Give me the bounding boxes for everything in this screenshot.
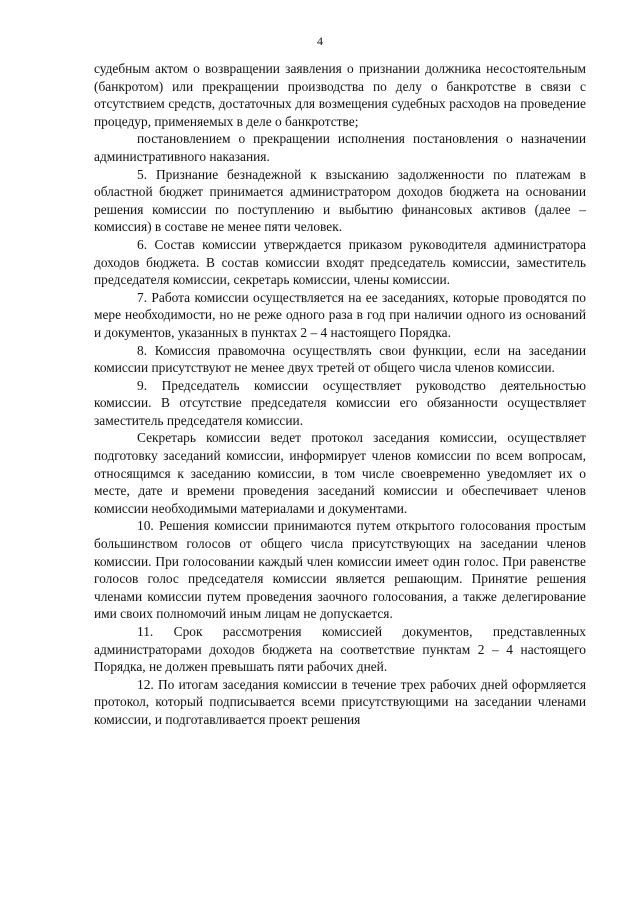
document-body xyxy=(94,60,586,729)
paragraph: 12. По итогам заседания комиссии в течение трех рабочих дней оформляется протокол, который подписывается всеми присутствующими на заседании членами комиссии, и подготавливается проект решения xyxy=(94,676,586,727)
paragraph: 7. Работа комиссии осуществляется на ее заседаниях, которые проводятся по мере необходимости, но не реже одного раза в год при наличии одного из оснований и документов, указанных в пунктах 2 – 4 настоящего Порядка. xyxy=(94,289,586,340)
paragraph: постановлением о прекращении исполнения постановления о назначении административного наказания. xyxy=(94,131,586,164)
paragraph: 5. Признание безнадежной к взысканию задолженности по платежам в областной бюджет принимается администратором доходов бюджета на основании решения комиссии по поступлению и выбытию финансовых активов (далее – комиссия) в составе не менее пяти человек. xyxy=(94,166,586,235)
paragraph: 9. Председатель комиссии осуществляет руководство деятельностью комиссии. В отсутствие председателя комиссии его обязанности осуществляет заместитель председателя комиссии. xyxy=(94,377,586,428)
paragraph: 6. Состав комиссии утверждается приказом руководителя администратора доходов бюджета. В состав комиссии входят председатель комиссии, заместитель председателя комиссии, секретарь комиссии, члены комиссии. xyxy=(94,236,586,288)
paragraph: Секретарь комиссии ведет протокол заседания комиссии, осуществляет подготовку заседаний комиссии, информирует членов комиссии по всем вопросам, относящимся к заседанию комиссии, в том числе своевременно уведомляет их о месте, дате и времени проведения заседаний комиссии и обеспечивает членов комиссии необходимыми материалами и документами. xyxy=(94,430,586,516)
paragraph: судебным актом о возвращении заявления о признании должника несостоятельным (банкротом) или прекращении производства по делу о банкротстве в связи с отсутствием средств, достаточных для возмещения судебных расходов на проведение процедур, применяемых в деле о банкротстве; xyxy=(94,61,586,129)
page-number: 4 xyxy=(317,34,323,48)
paragraph: 8. Комиссия правомочна осуществлять свои функции, если на заседании комиссии присутствуют не менее двух третей от общего числа членов комиссии. xyxy=(94,342,586,376)
paragraph: 10. Решения комиссии принимаются путем открытого голосования простым большинством голосов от общего числа присутствующих на заседании членов комиссии. При голосовании каждый член комиссии имеет один голос. При равенстве голосов голос председателя комиссии является решающим. Принятие решения членами комиссии путем проведения заочного голосования, а также делегирование ими своих полномочий иным лицам не допускается. xyxy=(94,518,586,622)
paragraph: 11. Срок рассмотрения комиссией документов, представленных администраторами доходов бюджета на соответствие пунктам 2 – 4 настоящего Порядка, не должен превышать пяти рабочих дней. xyxy=(94,624,586,675)
